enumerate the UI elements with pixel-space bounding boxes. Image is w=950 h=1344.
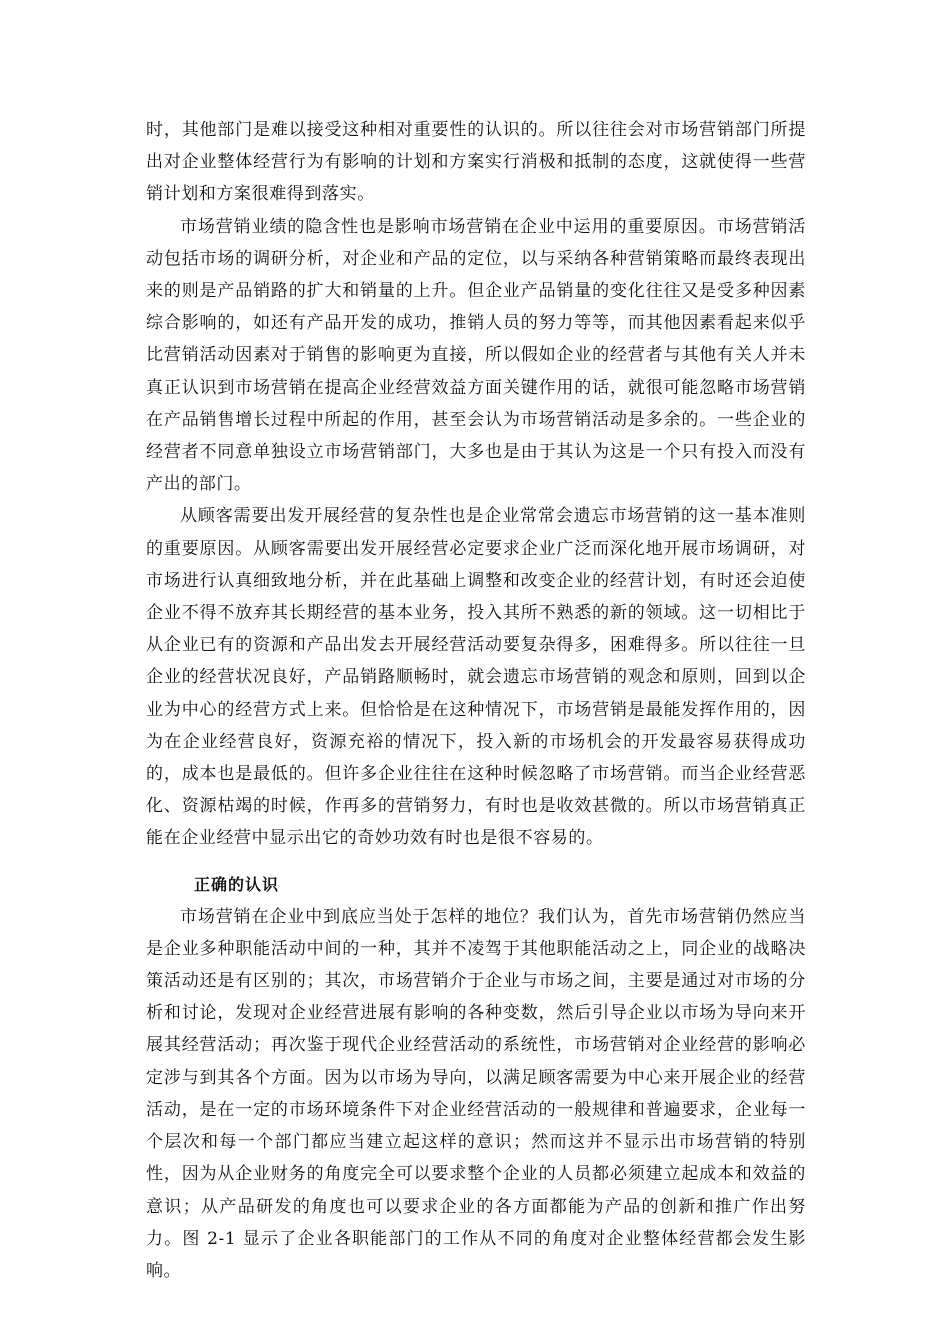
paragraph-continued: 时，其他部门是难以接受这种相对重要性的认识的。所以往往会对市场营销部门所提出对企业整体经营行为有影响的计划和方案实行消极和抵制的态度，这就使得一些营销计划和方案很难得到落实。: [146, 120, 806, 205]
paragraph-correct-understanding: 市场营销在企业中到底应当处于怎样的地位？我们认为，首先市场营销仍然应当是企业多种职能活动中间的一种，其并不凌驾于其他职能活动之上，同企业的战略决策活动还是有区别的；其次，市场营销介于企业与市场之间，主要是通过对市场的分析和讨论，发现对企业经营进展有影响的各种变数，然后引导企业以市场为导向来开展其经营活动；再次鉴于现代企业经营活动的系统性，市场营销对企业经营的影响必定涉与到其各个方面。因为以市场为导向，以满足顾客需要为中心来开展企业的经营活动，是在一定的市场环境条件下对企业经营活动的一般规律和普遍要求，企业每一个层次和每一个部门都应当建立起这样的意识；然而这并不显示出市场营销的特别性，因为从企业财务的角度完全可以要求整个企业的人员都必须建立起成本和效益的意识；从产品研发的角度也可以要求企业的各方面都能为产品的创新和推广作出努力。图 2-1 显示了企业各职能部门的工作从不同的角度对企业整体经营都会发生影响。: [146, 906, 806, 1281]
paragraph-marketing-performance: 市场营销业绩的隐含性也是影响市场营销在企业中运用的重要原因。市场营销活动包括市场的调研分析，对企业和产品的定位，以与采纳各种营销策略而最终表现出来的则是产品销路的扩大和销量的上升。但企业产品销量的变化往往又是受多种因素综合影响的，如还有产品开发的成功，推销人员的努力等等，而其他因素看起来似乎比营销活动因素对于销售的影响更为直接，所以假如企业的经营者与其他有关人并未真正认识到市场营销在提高企业经营效益方面关键作用的话，就很可能忽略市场营销在产品销售增长过程中所起的作用，甚至会认为市场营销活动是多余的。一些企业的经营者不同意单独设立市场营销部门，大多也是由于其认为这是一个只有投入而没有产出的部门。: [146, 216, 806, 495]
document-body: [146, 114, 806, 1287]
section-heading: 正确的认识: [194, 874, 280, 894]
paragraph-customer-needs-complexity: 从顾客需要出发开展经营的复杂性也是企业常常会遗忘市场营销的这一基本准则的重要原因。从顾客需要出发开展经营必定要求企业广泛而深化地开展市场调研，对市场进行认真细致地分析，并在此基础上调整和改变企业的经营计划，有时还会迫使企业不得不放弃其长期经营的基本业务，投入其所不熟悉的新的领域。这一切相比于从企业已有的资源和产品出发去开展经营活动要复杂得多，困难得多。所以往往一旦企业的经营状况良好，产品销路顺畅时，就会遗忘市场营销的观念和原则，回到以企业为中心的经营方式上来。但恰恰是在这种情况下，市场营销是最能发挥作用的，因为在企业经营良好，资源充裕的情况下，投入新的市场机会的开发最容易获得成功的，成本也是最低的。但许多企业往往在这种时候忽略了市场营销。而当企业经营恶化、资源枯竭的时候，作再多的营销努力，有时也是收效甚微的。所以市场营销真正能在企业经营中显示出它的奇妙功效有时也是很不容易的。: [146, 506, 806, 849]
